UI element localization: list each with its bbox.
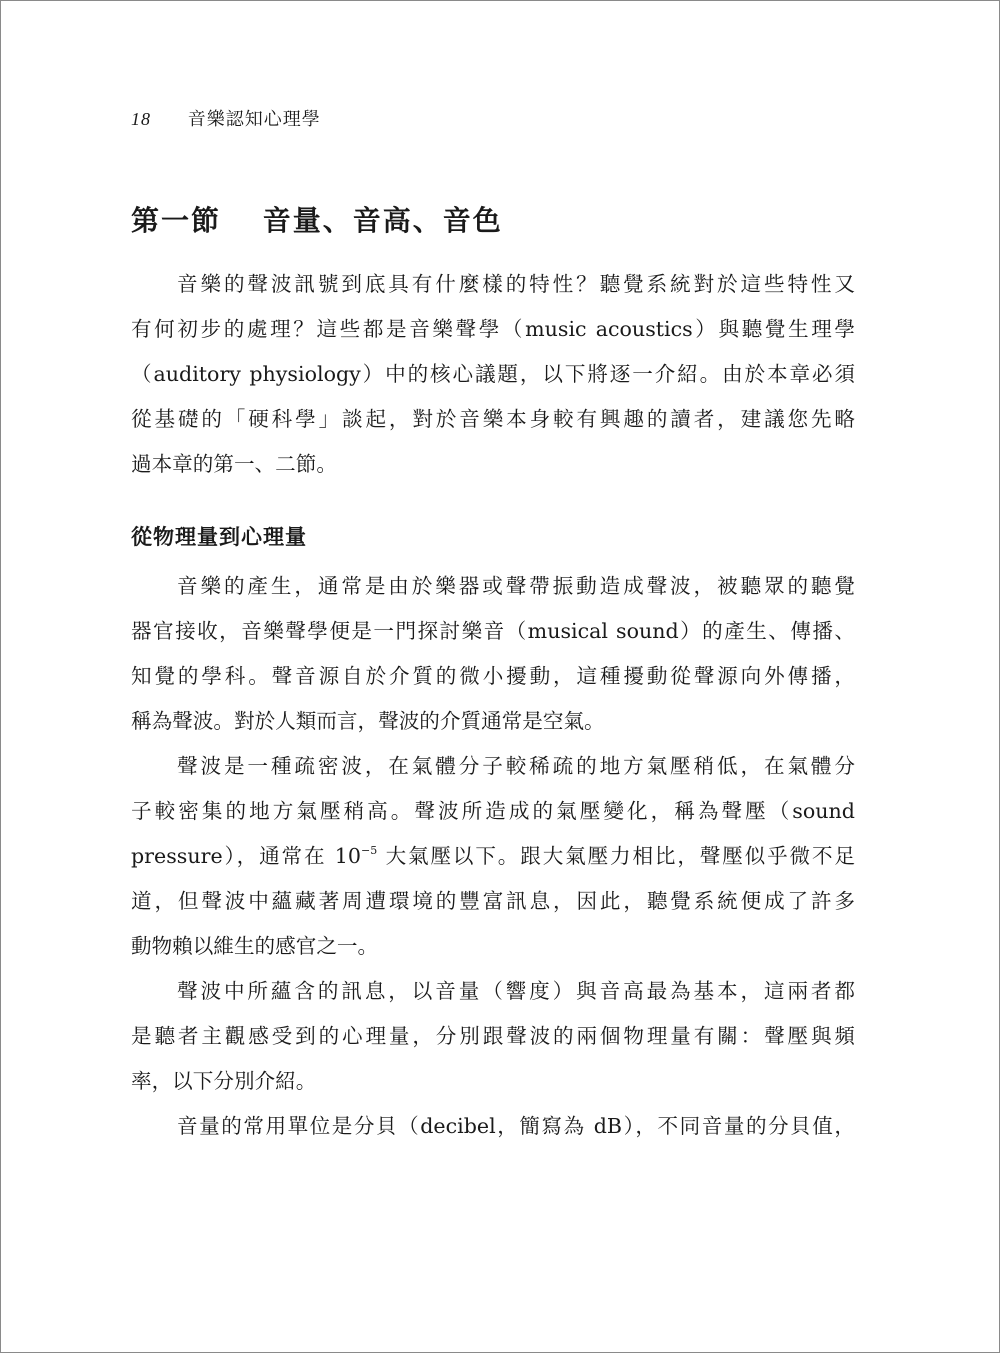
section-title <box>131 199 503 239</box>
text-line: 道，但聲波中蘊藏著周遭環境的豐富訊息，因此，聽覺系統便成了許多 <box>131 889 855 913</box>
text-line: 有何初步的處理？這些都是音樂聲學（music acoustics）與聽覺生理學 <box>131 317 855 341</box>
text-line: （auditory physiology）中的核心議題，以下將逐一介紹。由於本章必須 <box>131 362 855 386</box>
subsection-title: 從物理量到心理量 <box>131 525 307 549</box>
section-heading-text: 音量、音高、音色 <box>262 204 503 237</box>
running-header <box>131 105 321 131</box>
text-line: 音樂的產生，通常是由於樂器或聲帶振動造成聲波，被聽眾的聽覺 <box>177 574 855 598</box>
text-line <box>131 841 855 871</box>
book-title: 音樂認知心理學 <box>187 109 321 130</box>
section-number: 第一節 <box>131 204 222 237</box>
text-line: 知覺的學科。聲音源自於介質的微小擾動，這種擾動從聲源向外傳播， <box>131 664 855 688</box>
text-line: 聲波是一種疏密波，在氣體分子較稀疏的地方氣壓稍低，在氣體分 <box>177 754 855 778</box>
text-line: 是聽者主觀感受到的心理量，分別跟聲波的兩個物理量有關：聲壓與頻 <box>131 1024 855 1048</box>
exponent: −5 <box>361 844 378 857</box>
text-line: 音樂的聲波訊號到底具有什麼樣的特性？聽覺系統對於這些特性又 <box>177 272 855 296</box>
text-line: 過本章的第一、二節。 <box>131 452 337 476</box>
text-segment: pressure），通常在 10 <box>131 844 361 868</box>
text-line: 稱為聲波。對於人類而言，聲波的介質通常是空氣。 <box>131 709 605 733</box>
text-line: 器官接收，音樂聲學便是一門探討樂音（musical sound）的產生、傳播、 <box>131 619 855 643</box>
text-line: 子較密集的地方氣壓稍高。聲波所造成的氣壓變化，稱為聲壓（sound <box>131 799 855 823</box>
page-number: 18 <box>131 109 151 129</box>
text-segment: 大氣壓以下。跟大氣壓力相比，聲壓似乎微不足 <box>377 844 855 868</box>
text-line: 聲波中所蘊含的訊息，以音量（響度）與音高最為基本，這兩者都 <box>177 979 855 1003</box>
text-line: 動物賴以維生的感官之一。 <box>131 934 379 958</box>
text-line: 從基礎的「硬科學」談起，對於音樂本身較有興趣的讀者，建議您先略 <box>131 407 855 431</box>
text-line: 音量的常用單位是分貝（decibel，簡寫為 dB），不同音量的分貝值， <box>177 1114 855 1138</box>
text-line: 率，以下分別介紹。 <box>131 1069 317 1093</box>
